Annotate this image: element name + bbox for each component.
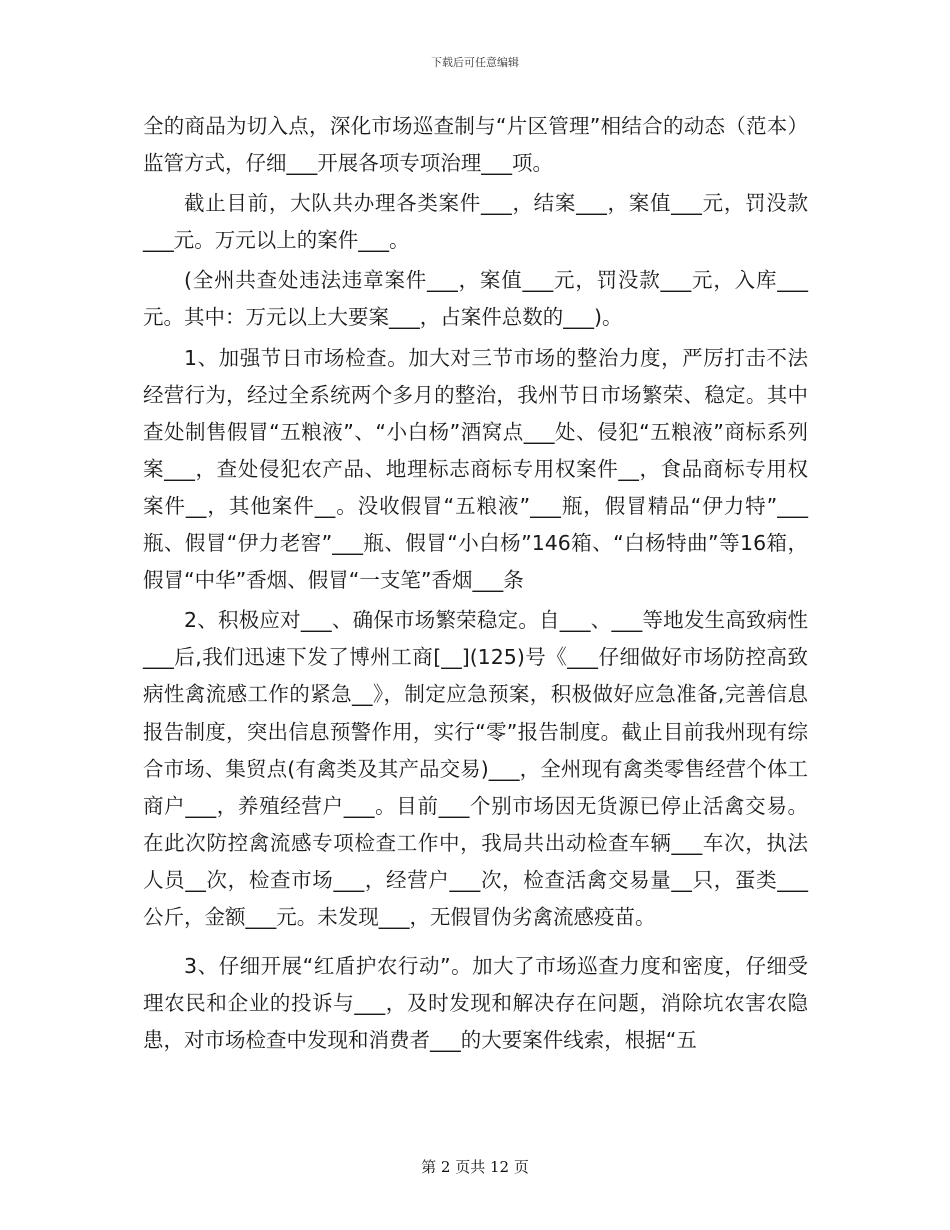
paragraph-red-shield: 3、仔细开展“红盾护农行动”。加大了市场巡查力度和密度，仔细受理农民和企业的投诉与___，及时发现和解决存在问题，消除坑农害农隐患，对市场检查中发现和消费者___的大要案件线索，根据“五 xyxy=(143,954,808,1053)
paragraph-continuation: 全的商品为切入点，深化市场巡查制与“片区管理”相结合的动态（范本）监管方式，仔细___开展各项专项治理___项。 xyxy=(143,114,808,176)
page-number: 第 2 页共 12 页 xyxy=(421,1158,529,1176)
paragraph-avian-flu: 2、积极应对___、确保市场繁荣稳定。自___、___等地发生高致病性___后,我们迅速下发了博州工商[__](125)号《___仔细做好市场防控高致病性禽流感工作的紧急__》，制定应急预案，积极做好应急准备,完善信息报告制度，突出信息预警作用，实行“零”报告制度。截止目前我州现有综合市场、集贸点(有禽类及其产品交易)___，全州现有禽类零售经营个体工商户___，养殖经营户___。目前___个别市场因无货源已停止活禽交易。在此次防控禽流感专项检查工作中，我局共出动检查车辆___车次，执法人员__次，检查市场___，经营户___次，检查活禽交易量__只，蛋类___公斤，金额___元。未发现___，无假冒伪劣禽流感疫苗。 xyxy=(143,608,808,929)
paragraph-case-summary: 截止目前，大队共办理各类案件___，结案___，案值___元，罚没款___元。万元以上的案件___。 xyxy=(143,191,808,253)
paragraph-statewide-summary: (全州共查处违法违章案件___，案值___元，罚没款___元，入库___元。其中：万元以上大要案___，占案件总数的___)。 xyxy=(143,268,808,330)
header-note: 下载后可任意编辑 xyxy=(431,56,519,69)
paragraph-holiday-inspection: 1、加强节日市场检查。加大对三节市场的整治力度，严厉打击不法经营行为，经过全系统两个多月的整治，我州节日市场繁荣、稳定。其中查处制售假冒“五粮液”、“小白杨”酒窝点___处、侵犯“五粮液”商标系列案___，查处侵犯农产品、地理标志商标专用权案件__，食品商标专用权案件__，其他案件__。没收假冒“五粮液”___瓶，假冒精品“伊力特”___瓶、假冒“伊力老窖”___瓶、假冒“小白杨”146箱、“白杨特曲”等16箱，假冒“中华”香烟、假冒“一支笔”香烟___条 xyxy=(143,345,808,593)
document-body xyxy=(143,108,808,1059)
